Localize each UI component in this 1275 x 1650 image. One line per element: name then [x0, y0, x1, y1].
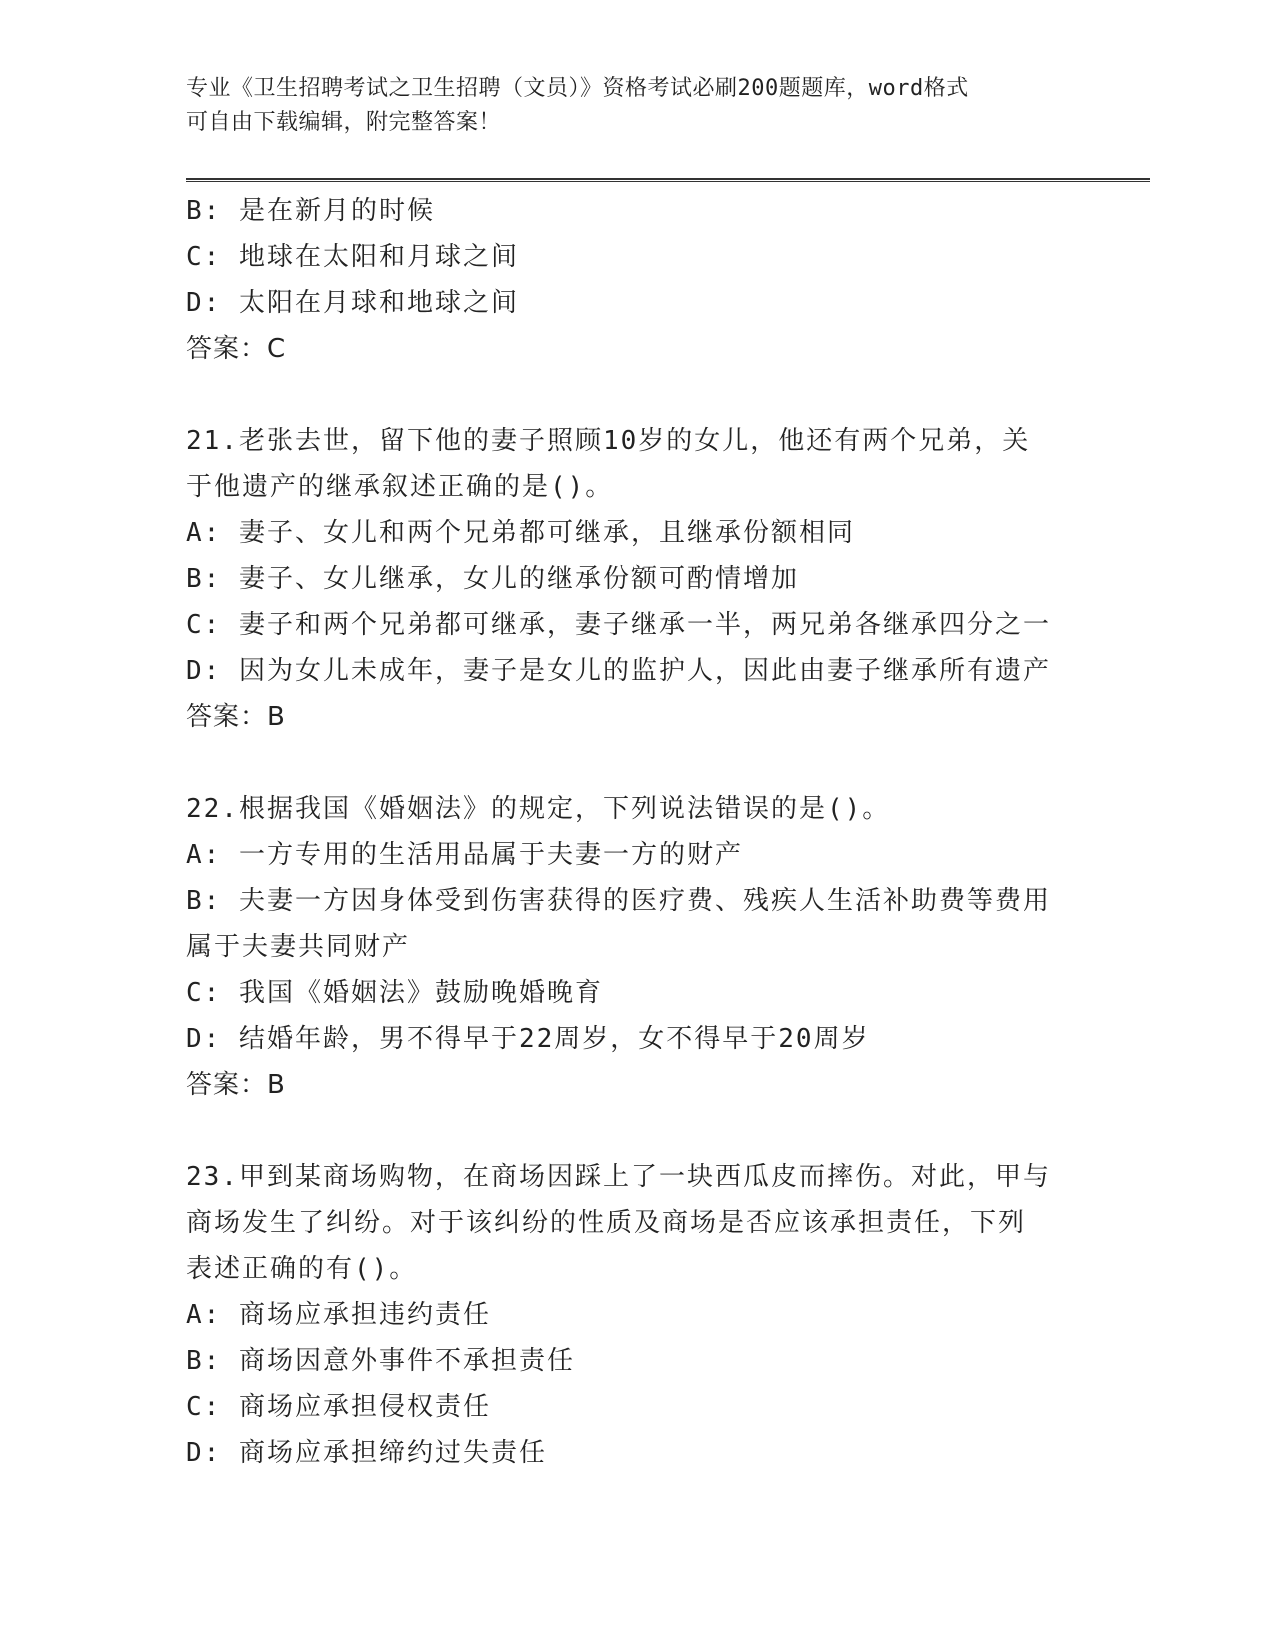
question-stem: 22.根据我国《婚姻法》的规定，下列说法错误的是()。	[186, 794, 891, 824]
question-stem-continued: 商场发生了纠纷。对于该纠纷的性质及商场是否应该承担责任，下列	[186, 1208, 1027, 1238]
option-c: C: 我国《婚姻法》鼓励晚婚晚育	[186, 978, 603, 1008]
option-c: C: 地球在太阳和月球之间	[186, 242, 519, 272]
option-b: B: 是在新月的时候	[186, 196, 435, 226]
option-d: D: 太阳在月球和地球之间	[186, 288, 519, 318]
question-22	[186, 786, 1086, 1108]
question-stem-continued: 表述正确的有()。	[186, 1254, 418, 1284]
question-23	[186, 1154, 1086, 1476]
document-body	[186, 188, 1086, 1476]
question-21	[186, 418, 1086, 740]
option-d: D: 结婚年龄，男不得早于22周岁，女不得早于20周岁	[186, 1024, 870, 1054]
option-a: A: 商场应承担违约责任	[186, 1300, 491, 1330]
option-b: B: 商场因意外事件不承担责任	[186, 1346, 575, 1376]
option-d: D: 因为女儿未成年，妻子是女儿的监护人，因此由妻子继承所有遗产	[186, 656, 1051, 686]
option-b-continued: 属于夫妻共同财产	[186, 932, 411, 962]
header-divider	[186, 178, 1150, 182]
option-c: C: 妻子和两个兄弟都可继承，妻子继承一半，两兄弟各继承四分之一	[186, 610, 1051, 640]
option-b: B: 妻子、女儿继承，女儿的继承份额可酌情增加	[186, 564, 799, 594]
option-a: A: 妻子、女儿和两个兄弟都可继承，且继承份额相同	[186, 518, 855, 548]
header-title-line-2: 可自由下载编辑，附完整答案！	[186, 110, 502, 135]
page-header	[186, 72, 1066, 140]
question-stem: 23.甲到某商场购物，在商场因踩上了一块西瓜皮而摔伤。对此，甲与	[186, 1162, 1051, 1192]
question-stem: 21.老张去世，留下他的妻子照顾10岁的女儿，他还有两个兄弟，关	[186, 426, 1031, 456]
question-20-tail	[186, 188, 1086, 372]
option-a: A: 一方专用的生活用品属于夫妻一方的财产	[186, 840, 743, 870]
option-c: C: 商场应承担侵权责任	[186, 1392, 491, 1422]
header-title-line-1: 专业《卫生招聘考试之卫生招聘（文员）》资格考试必刷200题题库，word格式	[186, 76, 969, 101]
option-b: B: 夫妻一方因身体受到伤害获得的医疗费、残疾人生活补助费等费用	[186, 886, 1051, 916]
spacer	[186, 740, 1086, 786]
question-stem-continued: 于他遗产的继承叙述正确的是()。	[186, 472, 614, 502]
answer: 答案：C	[186, 334, 287, 364]
spacer	[186, 372, 1086, 418]
answer: 答案：B	[186, 1070, 286, 1100]
spacer	[186, 1108, 1086, 1154]
option-d: D: 商场应承担缔约过失责任	[186, 1438, 547, 1468]
answer: 答案：B	[186, 702, 286, 732]
